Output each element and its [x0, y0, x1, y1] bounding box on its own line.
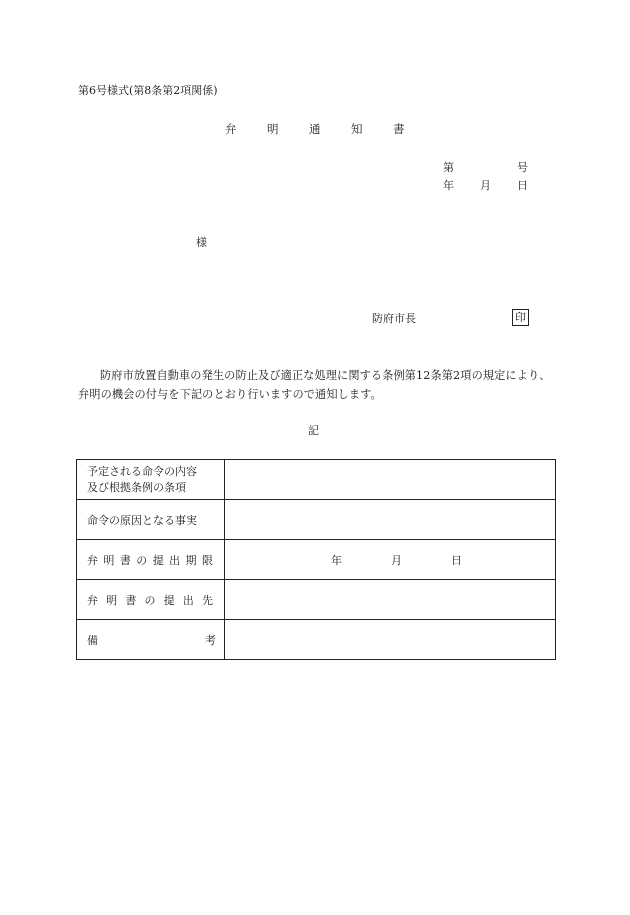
title-char: 通 — [309, 122, 321, 136]
row-label-cause: 命令の原因となる事実 — [77, 500, 225, 540]
label-char: 考 — [205, 633, 216, 647]
label-char: 明 — [106, 593, 118, 607]
label-char: 明 — [103, 553, 115, 567]
deadline-cell[interactable] — [225, 540, 556, 580]
spread-label — [87, 592, 224, 608]
remarks-cell[interactable] — [225, 620, 556, 660]
document-title — [225, 124, 435, 136]
label-char: 提 — [163, 593, 175, 607]
label-char: の — [144, 593, 156, 607]
sender-name: 防府市長 — [372, 312, 416, 325]
title-char: 知 — [351, 122, 363, 136]
document-number — [443, 162, 528, 173]
order-content-cell[interactable] — [225, 460, 556, 500]
date-month: 月 — [480, 179, 491, 192]
cause-cell[interactable] — [225, 500, 556, 540]
date-day: 日 — [517, 179, 528, 192]
ki-heading: 記 — [308, 424, 319, 437]
label-char: 出 — [169, 553, 181, 567]
form-number: 第6号様式(第8条第2項関係) — [78, 84, 218, 97]
table-row — [77, 460, 556, 500]
spread-label — [87, 552, 224, 568]
row-label-remarks — [77, 620, 225, 660]
spread-label — [87, 632, 224, 648]
issue-date — [443, 180, 528, 191]
destination-cell[interactable] — [225, 580, 556, 620]
row-label-line: 予定される命令の内容 — [87, 464, 197, 478]
table-row — [77, 540, 556, 580]
row-label-destination — [77, 580, 225, 620]
seal-mark: 印 — [512, 309, 529, 326]
table-row — [77, 580, 556, 620]
label-char: 提 — [152, 553, 164, 567]
row-label-order-content — [77, 460, 225, 500]
table-row — [77, 620, 556, 660]
label-char: 期 — [185, 553, 197, 567]
label-char: 備 — [87, 633, 98, 647]
date-year: 年 — [443, 179, 454, 192]
addressee-suffix: 様 — [196, 236, 207, 249]
doc-number-suffix: 号 — [517, 161, 528, 174]
title-char: 明 — [267, 122, 279, 136]
row-label-deadline — [77, 540, 225, 580]
table-row — [77, 500, 556, 540]
label-char: 弁 — [87, 593, 98, 607]
label-char: 書 — [125, 593, 137, 607]
deadline-day: 日 — [451, 553, 462, 567]
body-paragraph: 防府市放置自動車の発生の防止及び適正な処理に関する条例第12条第2項の規定により、弁明の機会の付与を下記のとおり行いますので通知します。 — [78, 369, 551, 401]
deadline-year: 年 — [331, 553, 342, 567]
label-char: 出 — [182, 593, 194, 607]
row-label-line: 及び根拠条例の条項 — [87, 480, 186, 494]
title-char: 書 — [393, 122, 405, 136]
label-char: 弁 — [87, 553, 98, 567]
label-char: 先 — [201, 593, 213, 607]
doc-number-prefix: 第 — [443, 161, 454, 174]
deadline-month: 月 — [391, 553, 402, 567]
label-char: の — [136, 553, 148, 567]
label-char: 書 — [119, 553, 131, 567]
deadline-date — [225, 552, 555, 568]
notice-table — [76, 459, 556, 660]
title-char: 弁 — [225, 122, 237, 136]
label-char: 限 — [201, 553, 213, 567]
